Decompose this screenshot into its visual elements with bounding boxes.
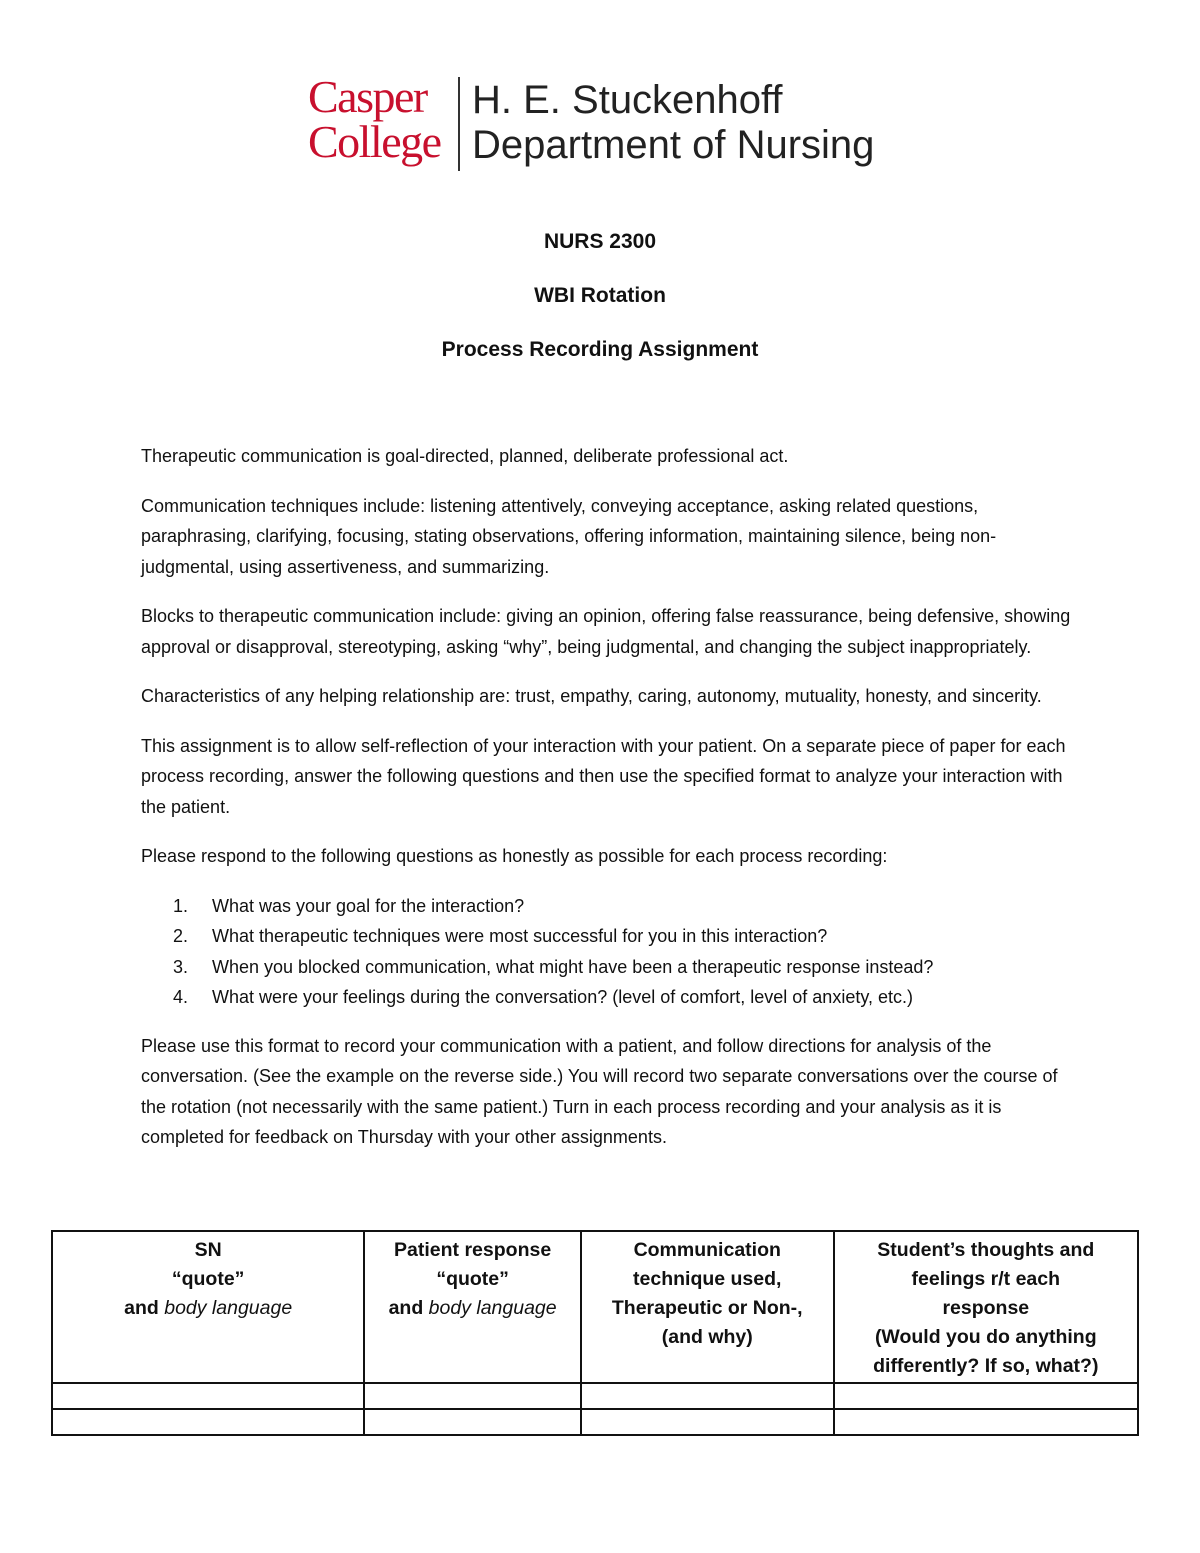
header-text: and	[124, 1297, 165, 1319]
list-item-text: What was your goal for the interaction?	[212, 895, 525, 916]
header-text: and	[388, 1297, 429, 1319]
table-row	[52, 1409, 1138, 1435]
list-item	[141, 952, 1071, 983]
header-line: technique used,	[633, 1268, 782, 1290]
list-item-text: When you blocked communication, what might have been a therapeutic response instead?	[212, 956, 934, 977]
assignment-title: Process Recording Assignment	[441, 338, 759, 361]
logo-dept-line2: Department of Nursing	[472, 123, 875, 167]
header-text-italic: body language	[428, 1297, 557, 1319]
header-line: feelings r/t each	[911, 1268, 1061, 1290]
header-line: SN	[194, 1239, 222, 1261]
header-line: Patient response	[394, 1239, 552, 1261]
header-text-italic: body language	[164, 1297, 293, 1319]
logo-dept-line1: H. E. Stuckenhoff	[472, 78, 783, 122]
paragraph-characteristics: Characteristics of any helping relationship are: trust, empathy, caring, autonomy, mutuality, honesty, and sincerity.	[141, 686, 1042, 706]
document-headings	[0, 228, 1200, 364]
logo-divider	[458, 77, 460, 171]
paragraph-techniques: Communication techniques include: listening attentively, conveying acceptance, asking related questions, paraphrasing, clarifying, focusing, stating observations, offering information, maintaining silence, being non-judgmental, using assertiveness, and summarizing.	[141, 495, 997, 577]
table-cell	[581, 1383, 834, 1409]
column-header-student-thoughts	[834, 1231, 1138, 1383]
paragraph-blocks: Blocks to therapeutic communication include: giving an opinion, offering false reassurance, being defensive, showing approval or disapproval, stereotyping, asking “why”, being judgmental, and changing the subject inappropriately.	[141, 606, 1071, 657]
table-row	[52, 1383, 1138, 1409]
list-item	[141, 921, 1071, 952]
logo-college-name	[308, 71, 450, 167]
list-item	[141, 982, 1071, 1013]
table-header-row	[52, 1231, 1138, 1383]
table-cell	[364, 1409, 581, 1435]
header-line: Student’s thoughts and	[877, 1239, 1095, 1261]
logo-college-line1: Casper	[308, 71, 427, 122]
header-line: differently? If so, what?)	[873, 1355, 1099, 1377]
header-line: (Would you do anything	[874, 1326, 1097, 1348]
header-line: Communication	[633, 1239, 781, 1261]
header-line: “quote”	[436, 1268, 509, 1290]
paragraph-questions-intro: Please respond to the following questions as honestly as possible for each process recording:	[141, 846, 888, 866]
list-item	[141, 891, 1071, 922]
list-item-number: 1.	[173, 895, 189, 916]
column-header-sn	[52, 1231, 364, 1383]
paragraph-definition: Therapeutic communication is goal-directed, planned, deliberate professional act.	[141, 446, 789, 466]
logo-department-name	[472, 78, 874, 168]
list-item-text: What therapeutic techniques were most successful for you in this interaction?	[212, 926, 828, 946]
table-cell	[364, 1383, 581, 1409]
paragraph-format-instructions: Please use this format to record your communication with a patient, and follow directions for analysis of the conversation. (See the example on the reverse side.) You will record two separate conversations over the course of the rotation (not necessarily with the same patient.) Turn in each process recording and your analysis as it is completed for feedback on Thursday with your other assignments.	[141, 1035, 1058, 1147]
header-line	[365, 1294, 580, 1323]
header-line: response	[942, 1297, 1030, 1319]
column-header-technique	[581, 1231, 834, 1383]
questions-list	[141, 891, 1071, 1013]
list-item-number: 3.	[173, 956, 189, 977]
table-cell	[834, 1409, 1138, 1435]
course-title: NURS 2300	[543, 230, 657, 253]
list-item-number: 4.	[173, 987, 189, 1007]
list-item-number: 2.	[173, 926, 189, 946]
table-cell	[581, 1409, 834, 1435]
list-item-text: What were your feelings during the conversation? (level of comfort, level of anxiety, etc.)	[212, 987, 913, 1007]
table-cell	[52, 1383, 364, 1409]
header-line: Therapeutic or Non-,	[611, 1297, 803, 1319]
table-cell	[834, 1383, 1138, 1409]
rotation-title: WBI Rotation	[534, 284, 666, 307]
logo-college-line2: College	[308, 116, 441, 167]
column-header-patient-response	[364, 1231, 581, 1383]
header-line: (and why)	[661, 1326, 753, 1348]
process-recording-table	[51, 1230, 1139, 1436]
college-logo	[308, 71, 908, 174]
header-line: “quote”	[171, 1268, 245, 1290]
table-cell	[52, 1409, 364, 1435]
document-body	[141, 441, 1071, 1172]
header-line	[53, 1294, 363, 1323]
paragraph-assignment: This assignment is to allow self-reflection of your interaction with your patient. On a separate piece of paper for each process recording, answer the following questions and then use the specified format to analyze your interaction with the patient.	[141, 735, 1066, 817]
